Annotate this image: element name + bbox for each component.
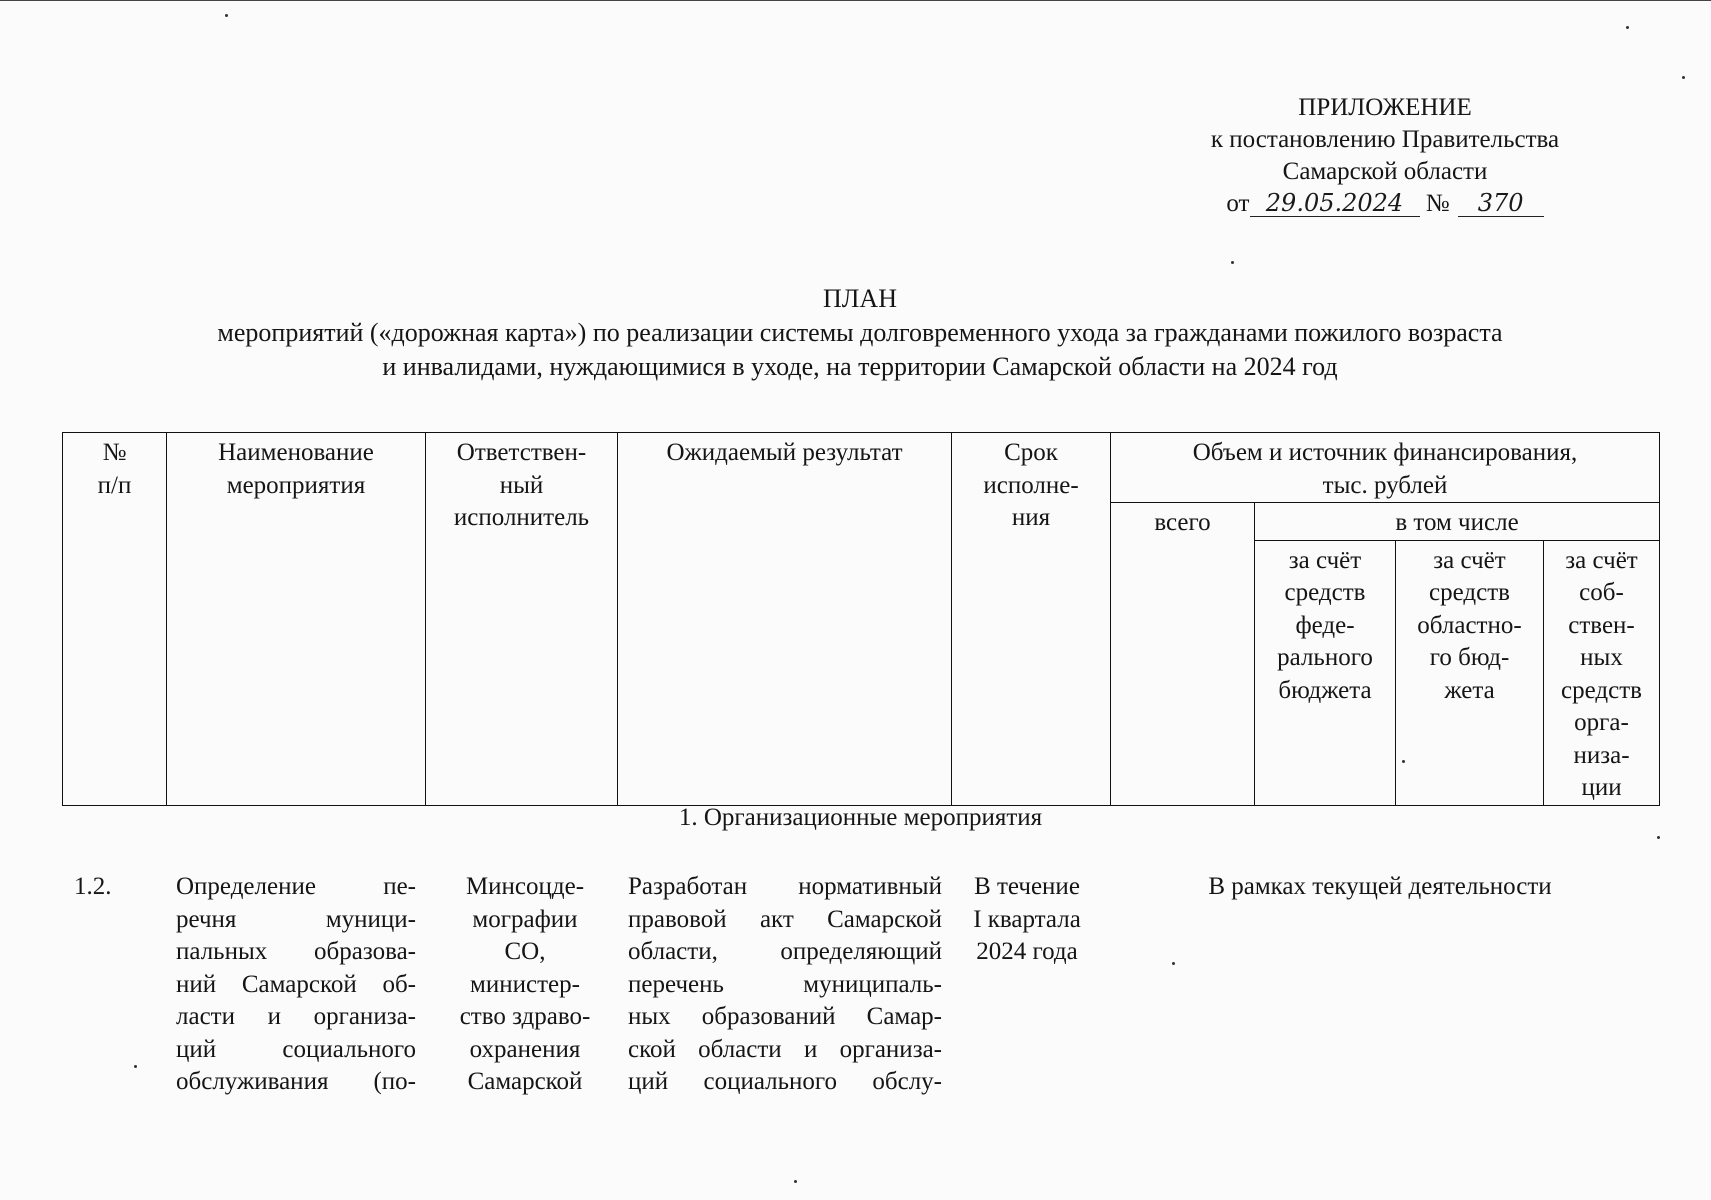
- text-line: исполнитель: [453, 504, 590, 531]
- text-line: охранения: [469, 1035, 581, 1063]
- handwritten-date: 29.05.2024: [1250, 190, 1420, 217]
- text-line: орга-: [1574, 709, 1629, 736]
- text-line: области, определяющий: [628, 938, 942, 965]
- text-line: 2024 года: [976, 938, 1078, 965]
- plan-title: ПЛАН: [823, 284, 897, 313]
- row-result: [628, 871, 942, 1099]
- text-line: исполне-: [983, 471, 1079, 499]
- text-line: жета: [1444, 676, 1495, 704]
- text-line: Ожидаемый результат: [666, 439, 903, 466]
- header-including: [1255, 503, 1660, 541]
- header-name: [167, 433, 426, 806]
- scan-speck: [1682, 76, 1685, 79]
- row-number: 1.2.: [74, 873, 112, 900]
- text-line: ний Самарской об-: [176, 970, 416, 998]
- header-regional: [1396, 540, 1544, 805]
- text-line: В течение: [974, 873, 1080, 900]
- text-line: Разработан нормативный: [628, 873, 942, 900]
- appendix-line-1: к постановлению Правительства: [1210, 126, 1560, 153]
- row-name: [176, 871, 416, 1099]
- text-line: №: [102, 439, 127, 466]
- text-line: правовой акт Самарской: [628, 905, 942, 933]
- row-financing: В рамках текущей деятельности: [1208, 873, 1552, 900]
- appendix-date-line: [1150, 188, 1620, 220]
- section-title: 1. Организационные мероприятия: [678, 804, 1043, 831]
- text-line: низа-: [1573, 741, 1630, 769]
- text-line: соб-: [1579, 579, 1624, 606]
- plan-title-block: [60, 282, 1660, 384]
- text-line: средств: [1429, 579, 1510, 606]
- header-result: [618, 433, 952, 806]
- text-line: ской области и организа-: [628, 1035, 942, 1063]
- text-line: тыс. рублей: [1322, 471, 1448, 499]
- text-line: мографии: [472, 905, 578, 933]
- text-line: Объем и источник финансирования,: [1192, 439, 1578, 466]
- scan-speck: [225, 14, 228, 17]
- header-federal: [1255, 540, 1396, 805]
- text-line: за счёт: [1433, 546, 1506, 574]
- text-line: Самарской: [467, 1068, 583, 1095]
- plan-subtitle-line-1: мероприятий («дорожная карта») по реализации системы долговременного ухода за гражданами пожилого возраста: [217, 318, 1503, 347]
- header-own: [1544, 540, 1660, 805]
- plan-table-header: [62, 432, 1660, 806]
- scan-speck: [1172, 962, 1175, 965]
- text-line: речня муници-: [176, 905, 416, 933]
- scan-speck: [134, 1065, 137, 1068]
- scan-speck: [1231, 261, 1234, 264]
- text-line: Ответствен-: [456, 439, 587, 466]
- text-line: ции: [1581, 774, 1622, 801]
- text-line: министер-: [470, 970, 580, 998]
- text-line: феде-: [1295, 611, 1355, 639]
- header-responsible: [426, 433, 618, 806]
- text-line: мероприятия: [226, 471, 366, 499]
- text-line: го бюд-: [1429, 644, 1510, 671]
- row-term: [960, 871, 1094, 969]
- text-line: за счёт: [1288, 546, 1362, 574]
- number-prefix: №: [1425, 190, 1450, 217]
- text-line: Срок: [1004, 439, 1058, 466]
- appendix-line-2: Самарской области: [1282, 158, 1488, 185]
- text-line: бюджета: [1278, 676, 1372, 704]
- text-line: пальных образова-: [176, 938, 416, 965]
- text-line: ния: [1011, 504, 1051, 531]
- text-line: п/п: [97, 471, 132, 499]
- text-line: обслуживания (по-: [176, 1068, 416, 1095]
- text-line: средств: [1561, 676, 1642, 704]
- header-term: [952, 433, 1111, 806]
- text-line: в том числе: [1395, 509, 1519, 536]
- text-line: ствен-: [1568, 611, 1635, 639]
- text-line: ций социального обслу-: [628, 1068, 942, 1095]
- text-line: всего: [1154, 509, 1211, 536]
- text-line: Наименование: [218, 439, 374, 466]
- row-responsible: [440, 871, 610, 1099]
- header-num: [63, 433, 167, 806]
- text-line: ных образований Самар-: [628, 1003, 942, 1030]
- text-line: Определение пе-: [176, 873, 416, 900]
- text-line: рального: [1277, 644, 1373, 671]
- scan-edge-line: [0, 0, 1711, 1]
- handwritten-number: 370: [1458, 190, 1544, 217]
- text-line: ций социального: [176, 1035, 416, 1063]
- header-total: [1111, 503, 1255, 806]
- text-line: ный: [499, 471, 544, 499]
- appendix-block: [1150, 92, 1620, 220]
- text-line: за счёт: [1565, 546, 1638, 574]
- date-prefix: от: [1226, 190, 1250, 217]
- text-line: средств: [1284, 579, 1366, 606]
- scan-speck: [1402, 760, 1405, 763]
- scan-speck: [1657, 836, 1660, 839]
- text-line: Минсоцде-: [465, 873, 585, 900]
- scan-speck: [1626, 26, 1629, 29]
- text-line: ство здраво-: [459, 1003, 591, 1030]
- scan-speck: [794, 1180, 797, 1183]
- text-line: перечень муниципаль-: [628, 970, 942, 998]
- text-line: областно-: [1417, 611, 1522, 639]
- text-line: СО,: [504, 938, 546, 965]
- text-line: ласти и организа-: [176, 1003, 416, 1030]
- text-line: I квартала: [973, 905, 1081, 933]
- plan-subtitle-line-2: и инвалидами, нуждающимися в уходе, на территории Самарской области на 2024 год: [382, 352, 1338, 381]
- header-financing: [1111, 433, 1660, 503]
- text-line: ных: [1580, 644, 1623, 671]
- appendix-title: ПРИЛОЖЕНИЕ: [1298, 94, 1472, 121]
